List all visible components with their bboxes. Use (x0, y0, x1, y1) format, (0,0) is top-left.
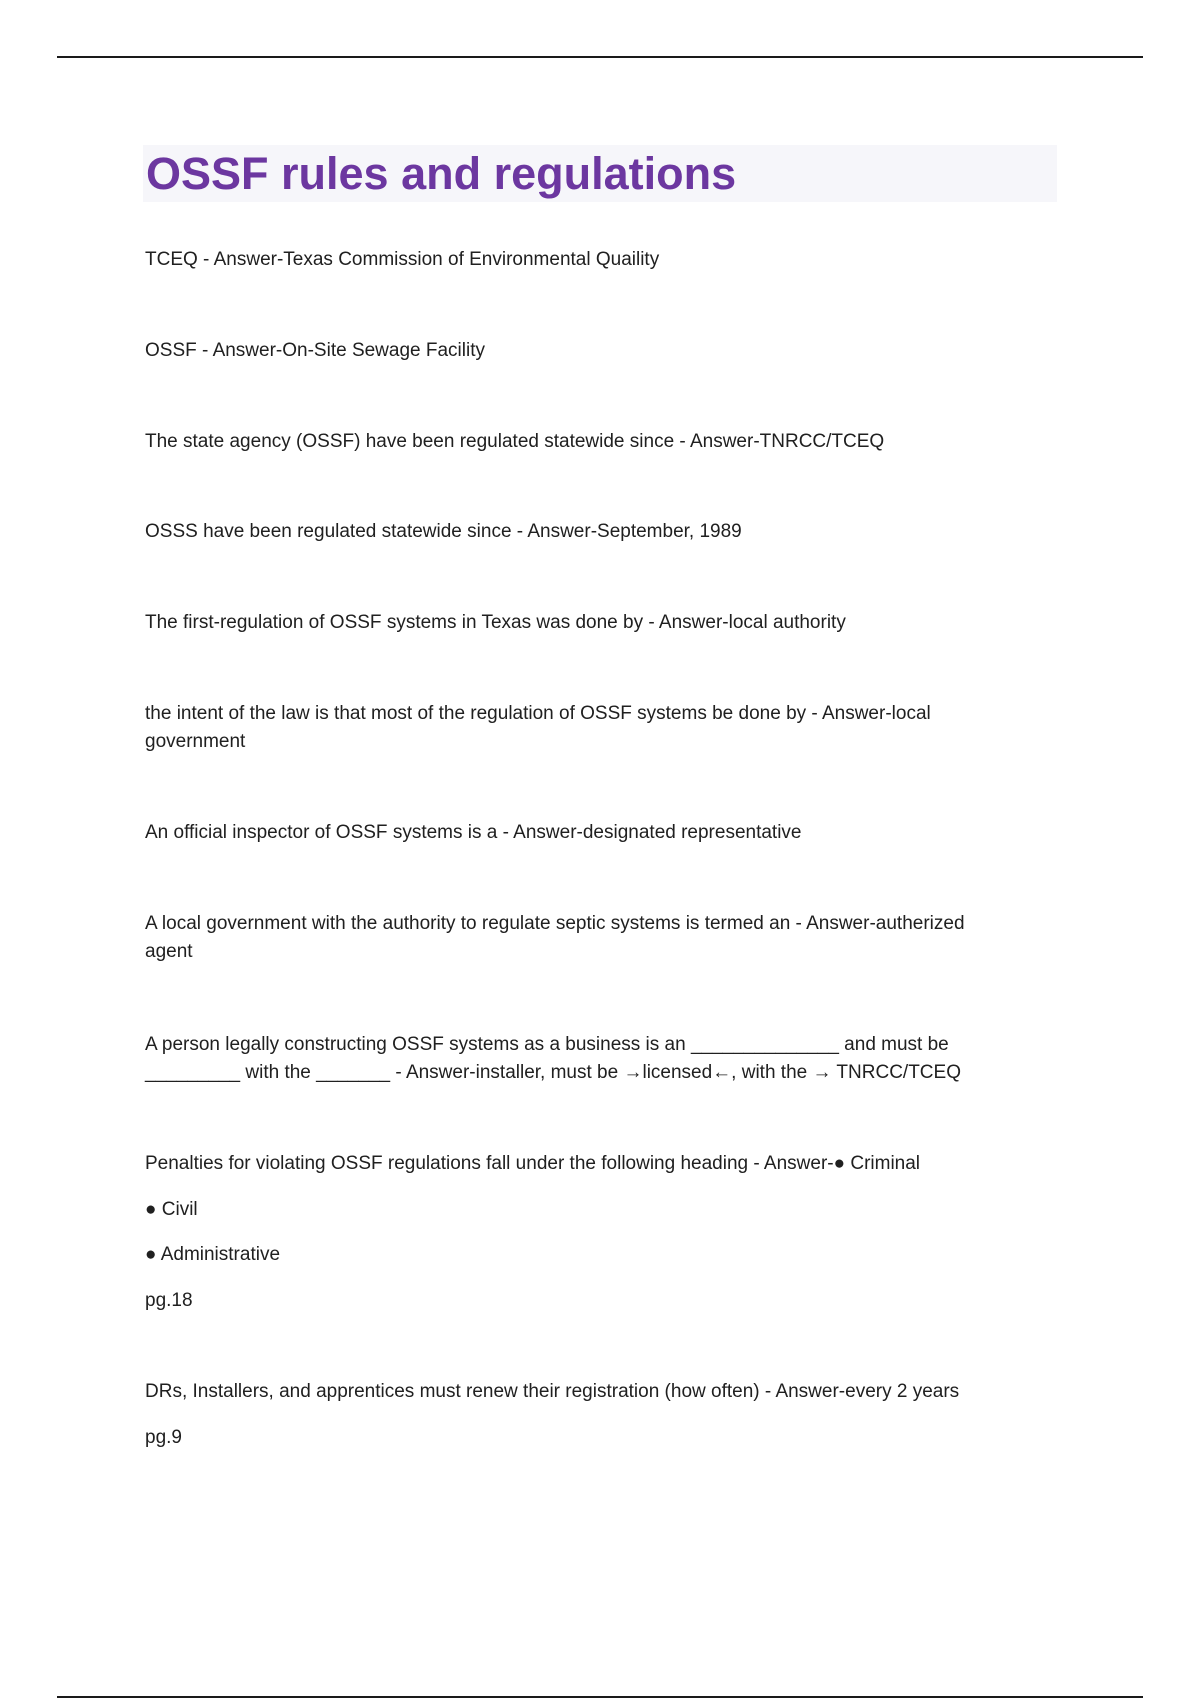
qa-text: The state agency (OSSF) have been regulated statewide since - Answer-TNRCC/TCEQ (145, 431, 885, 452)
qa-text: the intent of the law is that most of the regulation of OSSF systems be done by - Answer-local (145, 703, 931, 724)
qa-text: The first-regulation of OSSF systems in Texas was done by - Answer-local authority (145, 612, 846, 633)
qa-item-regulated-since (145, 518, 1045, 546)
qa-text: TCEQ - Answer-Texas Commission of Environmental Quaility (145, 249, 660, 270)
qa-text-continued: government (145, 731, 246, 752)
qa-text: DRs, Installers, and apprentices must renew their registration (how often) - Answer-every 2 years (145, 1381, 960, 1402)
qa-item-renew-registration (145, 1378, 1045, 1406)
document-title: OSSF rules and regulations (146, 148, 737, 199)
qa-text: An official inspector of OSSF systems is a - Answer-designated representative (145, 822, 802, 843)
qa-item-intent-of-law (145, 700, 1045, 756)
qa-item-ossf (145, 337, 1045, 365)
title-banner (143, 145, 1057, 202)
qa-item-installer (145, 1031, 1045, 1087)
qa-text: OSSS have been regulated statewide since - Answer-September, 1989 (145, 521, 742, 542)
page-reference: pg.9 (145, 1427, 182, 1448)
qa-item-tceq (145, 246, 1045, 274)
top-rule (57, 56, 1143, 58)
qa-item-penalties (145, 1150, 1045, 1178)
qa-text: A person legally constructing OSSF systems as a business is an ______________ and must be (145, 1034, 949, 1055)
qa-text-continued: _________ with the _______ - Answer-installer, must be →licensed←, with the → TNRCC/TCEQ (145, 1062, 961, 1083)
qa-text: OSSF - Answer-On-Site Sewage Facility (145, 340, 485, 361)
qa-text: Penalties for violating OSSF regulations fall under the following heading - Answer-● Criminal (145, 1153, 921, 1174)
qa-item-official-inspector (145, 819, 1045, 847)
page-reference: pg.18 (145, 1290, 193, 1311)
bottom-rule (57, 1696, 1143, 1698)
bullet-civil: ● Civil (145, 1199, 198, 1220)
qa-item-state-agency (145, 428, 1045, 456)
qa-item-authorized-agent (145, 910, 1045, 966)
bullet-administrative: ● Administrative (145, 1244, 281, 1265)
qa-text: A local government with the authority to regulate septic systems is termed an - Answer-autherized (145, 913, 965, 934)
qa-text-continued: agent (145, 941, 193, 962)
qa-item-first-regulation (145, 609, 1045, 637)
